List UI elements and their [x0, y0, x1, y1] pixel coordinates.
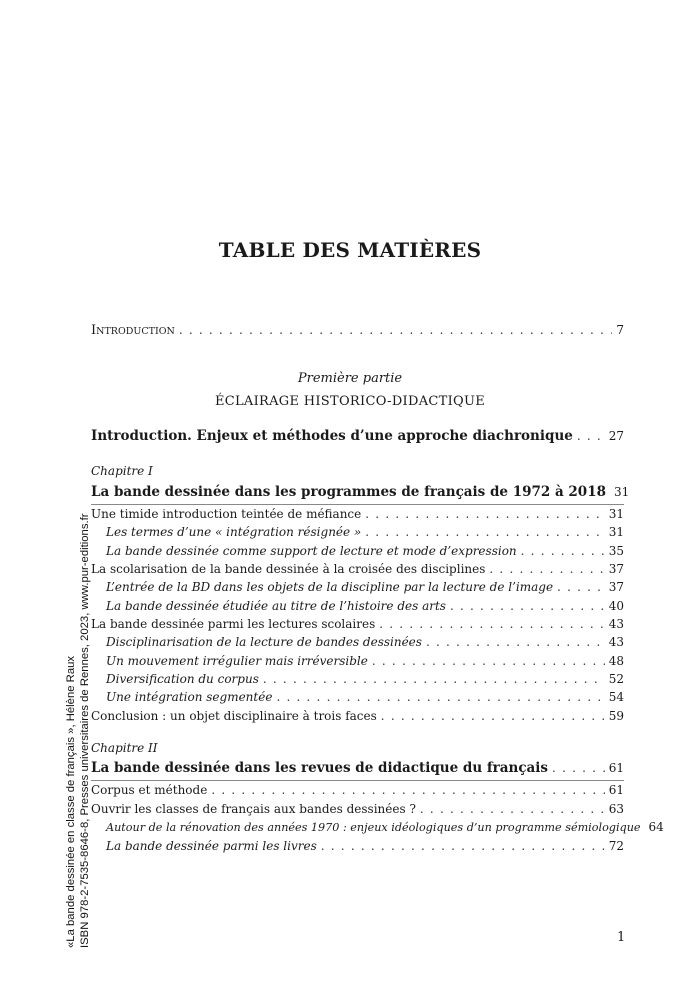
toc-entry[interactable]: Un mouvement irrégulier mais irréversible . . . 48: [106, 653, 624, 669]
intro-initial: I: [91, 323, 97, 338]
toc-entry[interactable]: La scolarisation de la bande dessinée à la croisée des disciplines . . . 37: [91, 561, 624, 577]
toc-entry[interactable]: La bande dessinée comme support de lecture et mode d’expression . . . 35: [106, 543, 624, 559]
chapter-1-label: Chapitre I: [91, 464, 153, 478]
toc-entry-part-intro[interactable]: [91, 428, 624, 444]
leader-dots: [179, 322, 613, 338]
chapter-2-rule: [91, 780, 624, 781]
toc-entry[interactable]: Conclusion : un objet disciplinaire à trois faces . . . 59: [91, 708, 624, 724]
page-title: TABLE DES MATIÈRES: [218, 238, 482, 262]
chapter-1-rule: [91, 504, 624, 505]
toc-entry-chapter-1[interactable]: [91, 484, 630, 500]
toc-entry[interactable]: La bande dessinée étudiée au titre de l’histoire des arts . . . 40: [106, 598, 624, 614]
side-note-line-2: ISBN 978-2-7535-8646-8, Presses universitaires de Rennes, 2023, www.pur-editions.fr: [79, 513, 91, 948]
toc-entry[interactable]: Diversification du corpus . . . 52: [106, 671, 624, 687]
toc-entry[interactable]: Autour de la rénovation des années 1970 : enjeux idéologiques d’un programme sémiologique 64: [106, 820, 664, 834]
intro-label: NTRODUCTION: [96, 326, 175, 337]
side-note-line-1: «La bande dessinée en classe de français », Hélène Raux: [65, 655, 77, 948]
part-label: Première partie: [297, 371, 403, 386]
page-folio: 1: [617, 930, 626, 945]
leader-dots: [552, 760, 605, 776]
part-title: ÉCLAIRAGE HISTORICO-DIDACTIQUE: [214, 394, 486, 409]
toc-entry[interactable]: Les termes d’une « intégration résignée » . . . 31: [106, 524, 624, 540]
page-number: 31: [613, 485, 630, 499]
toc-entry[interactable]: La bande dessinée parmi les livres . . . 72: [106, 838, 624, 854]
toc-entry[interactable]: Corpus et méthode . . . 61: [91, 782, 624, 798]
toc-entry[interactable]: Une intégration segmentée . . . 54: [106, 689, 624, 705]
toc-entry[interactable]: Ouvrir les classes de français aux bandes dessinées ? . . . 63: [91, 801, 624, 817]
toc-entry[interactable]: La bande dessinée parmi les lectures scolaires . . . 43: [91, 616, 624, 632]
page-number: 61: [608, 761, 624, 775]
toc-entry[interactable]: Disciplinarisation de la lecture de bandes dessinées . . . 43: [106, 634, 624, 650]
leader-dots: [577, 428, 605, 444]
entry-label: Introduction. Enjeux et méthodes d’une approche diachronique: [91, 428, 573, 444]
toc-entry-chapter-2[interactable]: [91, 760, 624, 776]
toc-entry[interactable]: Une timide introduction teintée de méfiance . . . 31: [91, 506, 624, 522]
toc-entry-introduction[interactable]: [91, 322, 624, 340]
page-number: 7: [616, 323, 624, 337]
page-number: 27: [608, 429, 624, 443]
chapter-1-title: La bande dessinée dans les programmes de français de 1972 à 2018: [91, 484, 606, 500]
chapter-2-label: Chapitre II: [91, 741, 158, 755]
side-copyright-note: [64, 513, 92, 948]
chapter-2-title: La bande dessinée dans les revues de didactique du français: [91, 760, 549, 776]
toc-entry[interactable]: L’entrée de la BD dans les objets de la discipline par la lecture de l’image . . . 37: [106, 579, 624, 595]
